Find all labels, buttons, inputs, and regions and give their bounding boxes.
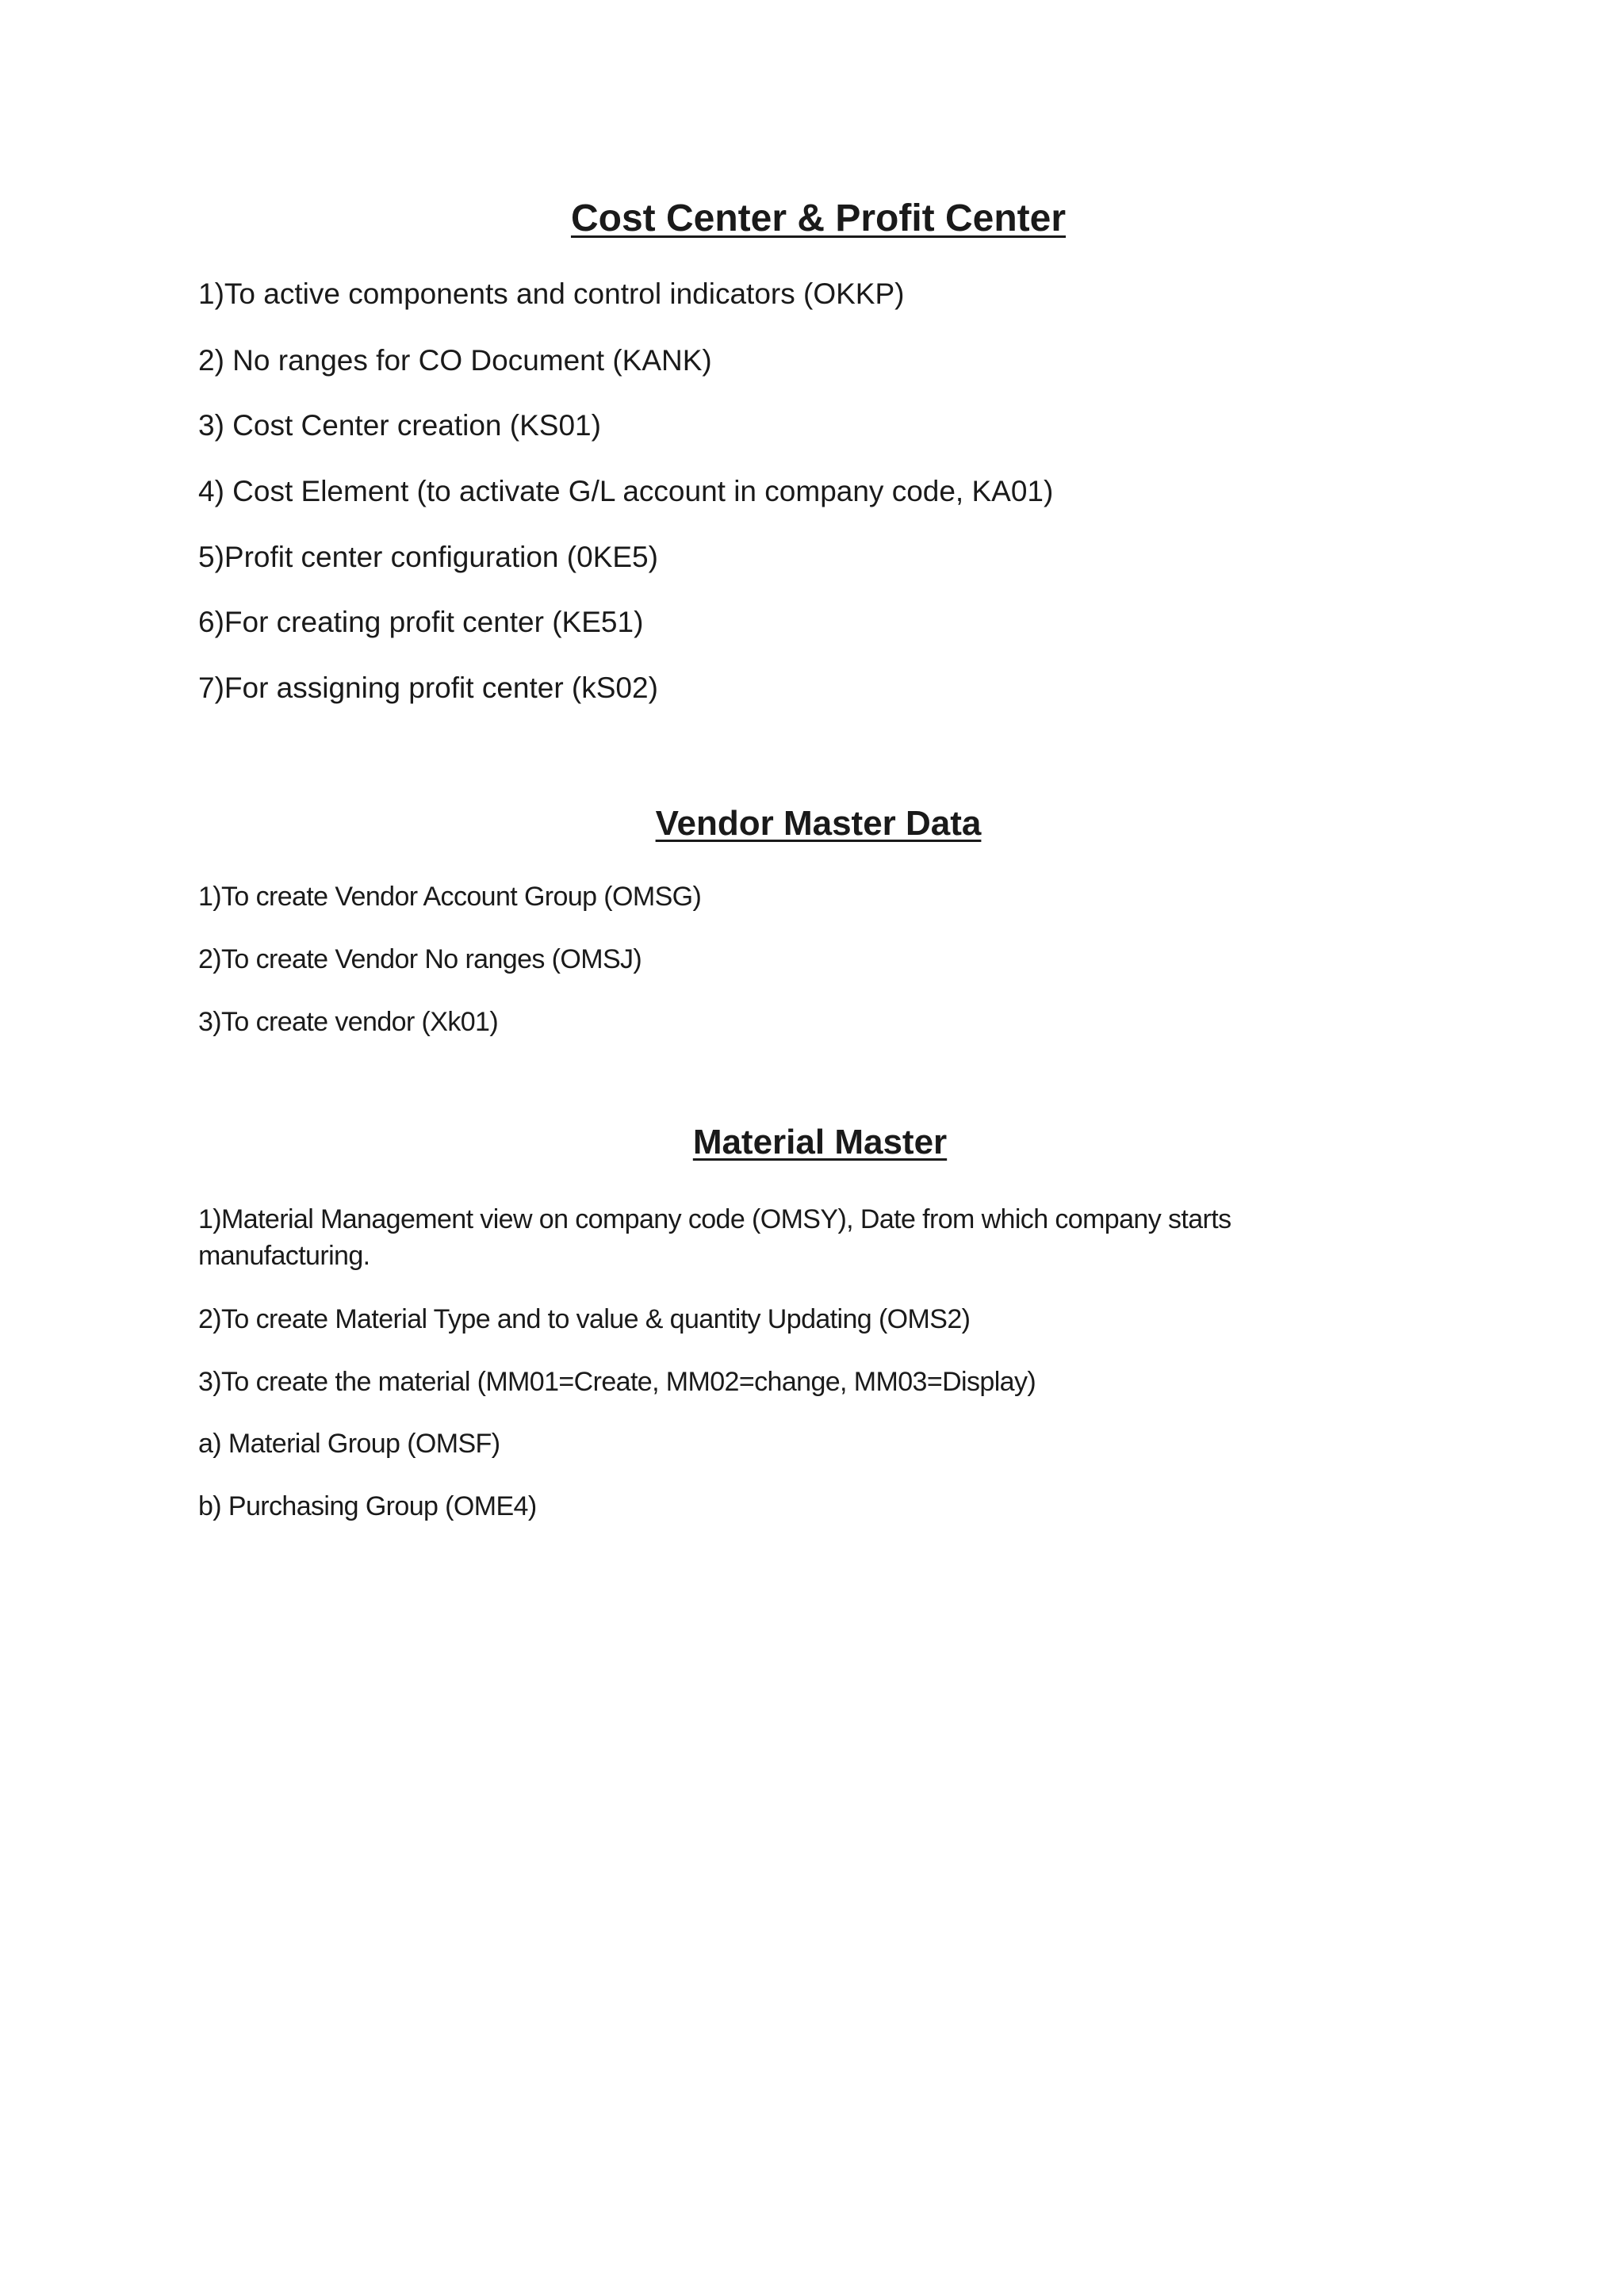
list-item: 2)To create Material Type and to value & quantity Updating (OMS2): [198, 1304, 971, 1334]
section-heading-cost-profit-center: Cost Center & Profit Center: [570, 197, 1067, 239]
list-item: 5)Profit center configuration (0KE5): [198, 541, 658, 573]
list-item: 3) Cost Center creation (KS01): [198, 409, 601, 442]
list-item: 1)To active components and control indicators (OKKP): [198, 277, 905, 310]
list-item: 7)For assigning profit center (kS02): [198, 672, 658, 704]
list-item: 2)To create Vendor No ranges (OMSJ): [198, 944, 642, 974]
list-item: b) Purchasing Group (OME4): [198, 1491, 537, 1521]
list-item: 3)To create the material (MM01=Create, MM02=change, MM03=Display): [198, 1367, 1036, 1397]
list-item: 4) Cost Element (to activate G/L account in company code, KA01): [198, 475, 1054, 507]
section-heading-vendor-master-data: Vendor Master Data: [655, 804, 982, 843]
list-item: 6)For creating profit center (KE51): [198, 606, 644, 638]
list-item: 3)To create vendor (Xk01): [198, 1007, 499, 1037]
section-heading-material-master: Material Master: [692, 1123, 948, 1161]
list-item: 1)To create Vendor Account Group (OMSG): [198, 882, 702, 912]
list-item: a) Material Group (OMSF): [198, 1429, 500, 1459]
list-item: 2) No ranges for CO Document (KANK): [198, 344, 712, 377]
list-item: 1)Material Management view on company code (OMSY), Date from which company starts manufacturing.: [198, 1204, 1231, 1271]
